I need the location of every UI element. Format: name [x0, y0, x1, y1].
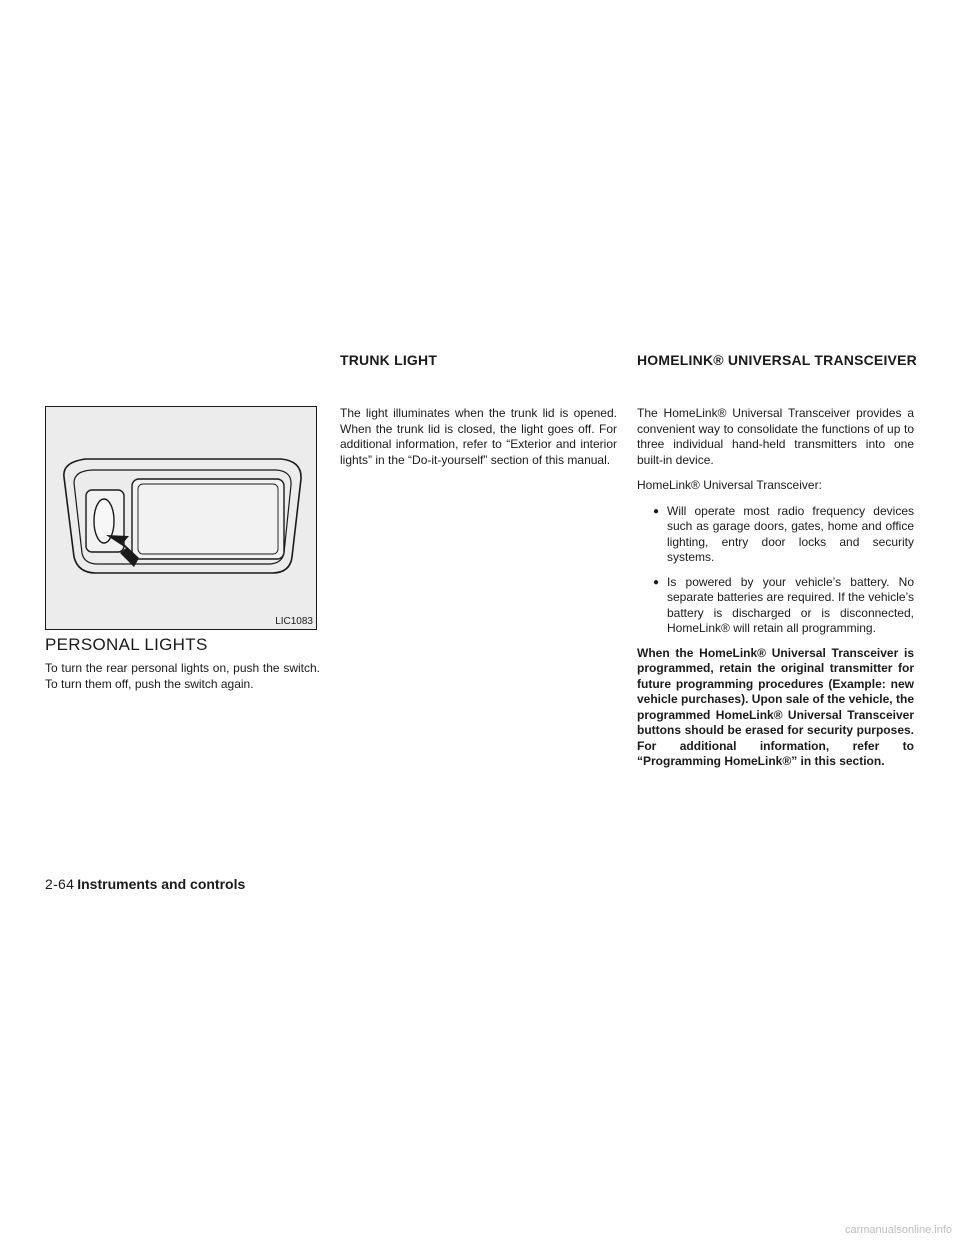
figure-label: LIC1083	[275, 616, 313, 627]
list-item	[637, 504, 914, 566]
personal-lights-title: PERSONAL LIGHTS	[45, 635, 208, 654]
light-switch-diagram	[46, 407, 316, 629]
homelink-title: HOMELINK® UNIVERSAL TRANSCEIVER	[637, 352, 917, 368]
homelink-list-heading: HomeLink® Universal Transceiver:	[637, 478, 822, 492]
homelink-warning: When the HomeLink® Universal Transceiver is programmed, retain the original transmitter for future programming procedures (Example: new vehicle purchases). Upon sale of the vehicle, the programmed HomeLink® Universal Transceiver buttons should be erased for security purposes. For additional information, refer to “Programming HomeLink®” in this section.	[637, 645, 914, 768]
trunk-light-title: TRUNK LIGHT	[340, 352, 438, 368]
list-item	[637, 575, 914, 637]
homelink-intro: The HomeLink® Universal Transceiver provides a convenient way to consolidate the functions of up to three individual hand-held transmitters into one built-in device.	[637, 406, 914, 467]
trunk-light-body: The light illuminates when the trunk lid is opened. When the trunk lid is closed, the light goes off. For additional information, refer to “Exterior and interior lights” in the “Do-it-yourself” section of this manual.	[340, 406, 617, 467]
personal-light-illustration	[45, 406, 317, 630]
page-footer	[45, 876, 245, 892]
watermark: carmanualsonline.info	[844, 1224, 952, 1236]
personal-lights-body: To turn the rear personal lights on, push the switch. To turn them off, push the switch again.	[45, 661, 320, 691]
bullet-text: Will operate most radio frequency devices such as garage doors, gates, home and office lighting, entry door locks and security systems.	[667, 503, 914, 564]
section-name: Instruments and controls	[77, 876, 246, 892]
bullet-text: Is powered by your vehicle’s battery. No separate batteries are required. If the vehicle’s battery is discharged or is disconnected, HomeLink® will retain all programming.	[667, 574, 914, 635]
homelink-column	[637, 406, 914, 780]
bullet-icon: ●	[652, 505, 659, 517]
page-number: 2-64	[45, 876, 75, 892]
bullet-icon: ●	[652, 576, 659, 588]
